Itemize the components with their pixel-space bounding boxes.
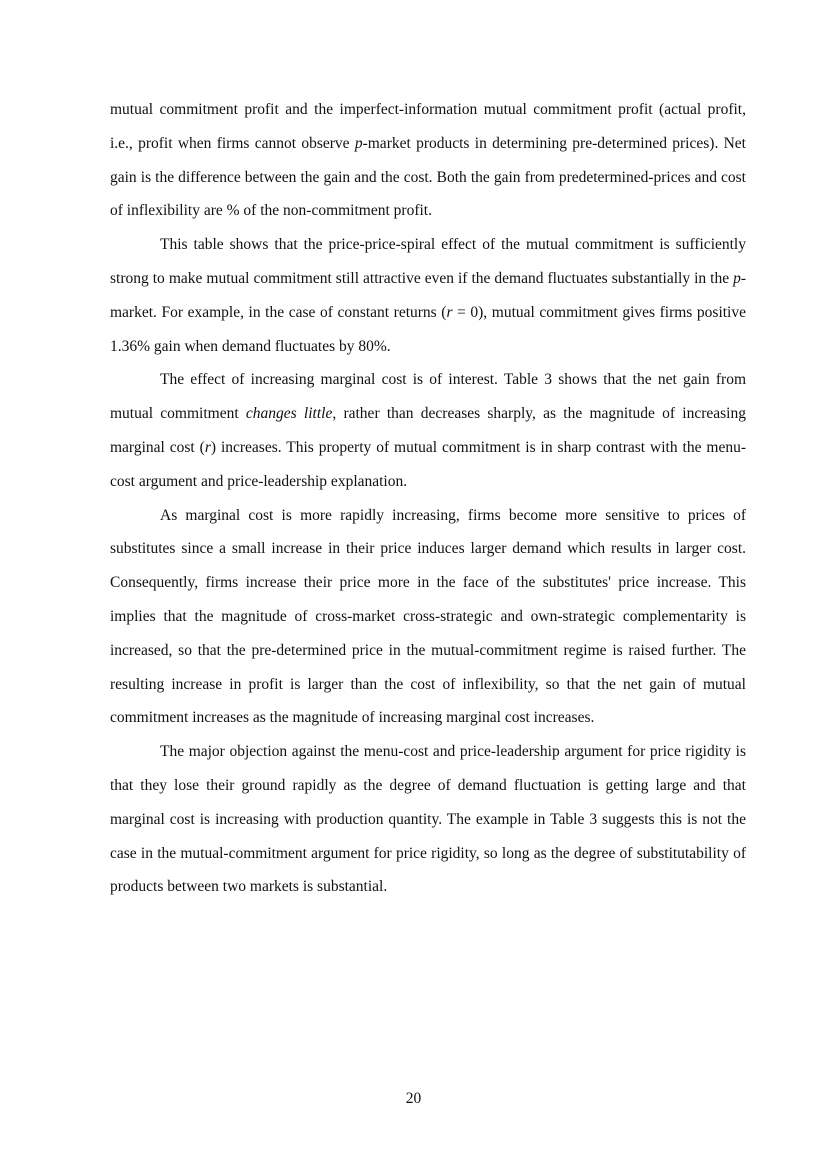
paragraph: The major objection against the menu-cost and price-leadership argument for price rigidity is that they lose their ground rapidly as the degree of demand fluctuation is getting large and that marginal cost is increasing with production quantity. The example in Table 3 suggests this is not the case in the mutual-commitment argument for price rigidity, so long as the degree of substitutability of products between two markets is substantial. (110, 743, 746, 896)
paragraph: As marginal cost is more rapidly increasing, firms become more sensitive to prices of substitutes since a small increase in their price induces larger demand which results in larger cost. Consequently, firms increase their price more in the face of the substitutes' price increase. This implies that the magnitude of cross-market cross-strategic and own-strategic complementarity is increased, so that the pre-determined price in the mutual-commitment regime is raised further. The resulting increase in profit is larger than the cost of inflexibility, so that the net gain of mutual commitment increases as the magnitude of increasing marginal cost increases. (110, 506, 746, 727)
paragraph: mutual commitment profit and the imperfect-information mutual commitment profit (actual profit, i.e., profit when firms cannot observe p-market products in determining pre-determined prices). Net gain is the difference between the gain and the cost. Both the gain from predetermined-prices and cost of inflexibility are % of the non-commitment profit. (110, 101, 746, 220)
body-text (110, 93, 746, 904)
italic-text: changes little (245, 405, 333, 423)
italic-text: p (733, 269, 741, 287)
italic-text: p (354, 134, 363, 152)
page-number: 20 (405, 1090, 422, 1107)
italic-text: r (204, 438, 211, 456)
paragraph: This table shows that the price-price-spiral effect of the mutual commitment is sufficiently strong to make mutual commitment still attractive even if the demand fluctuates substantially in the p-market. For example, in the case of constant returns (r = 0), mutual commitment gives firms positive 1.36% gain when demand fluctuates by 80%. (110, 236, 746, 355)
italic-text: r (446, 303, 453, 321)
paragraph: The effect of increasing marginal cost is of interest. Table 3 shows that the net gain from mutual commitment changes little, rather than decreases sharply, as the magnitude of increasing marginal cost (r) increases. This property of mutual commitment is in sharp contrast with the menu-cost argument and price-leadership explanation. (110, 371, 746, 490)
